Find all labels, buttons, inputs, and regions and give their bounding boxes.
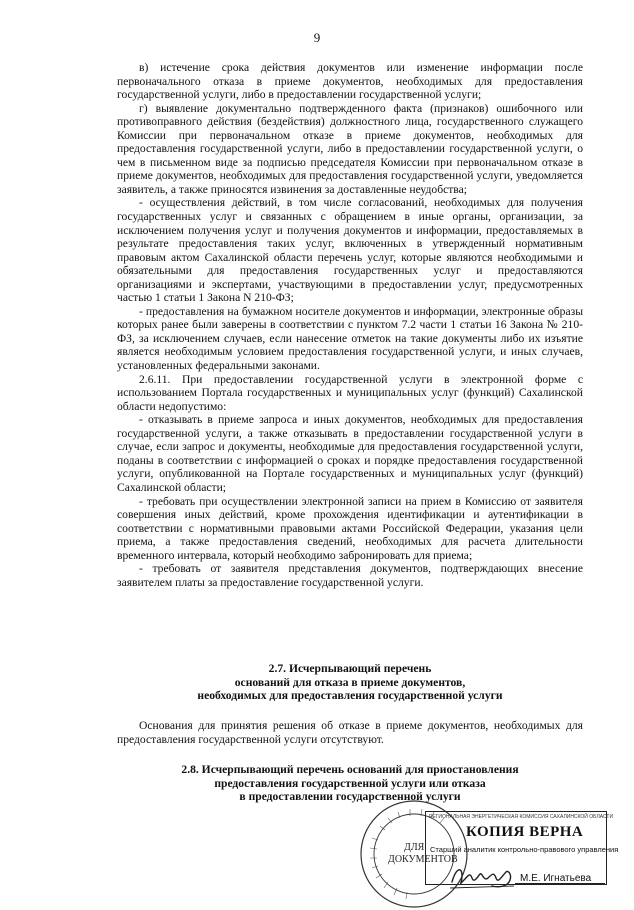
page-number: 9 — [313, 30, 321, 45]
seal-center-line1: ДЛЯ — [404, 842, 425, 853]
stamp-title: КОПИЯ ВЕРНА — [466, 824, 584, 840]
section-2-7-heading — [117, 662, 583, 703]
paragraph-actions: - осуществления действий, в том числе согласований, необходимых для получения государственных услуг и связанных с обращением в иные органы, организации, за исключением получения услуг и получения документов и информации, предоставляемых в результате предоставления таких услуг, включенных в утвержденный нормативным правовым актом Сахалинской области перечень услуг, которые являются необходимыми и обязательными для предоставления государственных услуг и предоставляются организациями и экспертами, участвующими в предоставлении услуг, предусмотренных частью 1 статьи 1 Закона N 210-ФЗ; — [117, 196, 583, 305]
section-2-7-text-block — [117, 719, 583, 746]
stamp-position: Старший аналитик контрольно-правового управления — [430, 845, 619, 854]
section-2-8-heading — [117, 763, 583, 804]
paragraph-2-6-11: 2.6.11. При предоставлении государственной услуги в электронной форме с использованием Портала государственных и муниципальных услуг (функций) Сахалинской области недопустимо: — [117, 372, 583, 413]
paragraph-g: г) выявление документально подтвержденного факта (признаков) ошибочного или противоправного действия (бездействия) должностного лица, государственного служащего Комиссии при первоначальном отказе в приеме документов, необходимых для предоставления государственной услуги, либо в предоставлении государственной услуги, о чем в письменном виде за подписью председателя Комиссии при первоначальном отказе в приеме документов, необходимых для предоставления государственной услуги, уведомляется заявитель, а также приносятся извинения за доставленные неудобства; — [117, 101, 583, 196]
stamp-name: М.Е. Игнатьева — [520, 873, 592, 884]
section-2-7-text: Основания для принятия решения об отказе в приеме документов, необходимых для предоставления государственной услуги отсутствуют. — [117, 719, 583, 746]
stamp-header: РЕГИОНАЛЬНАЯ ЭНЕРГЕТИЧЕСКАЯ КОМИССИЯ САХАЛИНСКОЙ ОБЛАСТИ — [429, 814, 614, 820]
paragraph-payment: - требовать от заявителя представления документов, подтверждающих внесение заявителем платы за предоставление государственной услуги. — [117, 562, 583, 589]
signature — [448, 858, 518, 892]
section-2-7-line1: 2.7. Исчерпывающий перечень — [268, 662, 432, 675]
paragraph-refuse: - отказывать в приеме запроса и иных документов, необходимых для предоставления государственной услуги, а также отказывать в предоставлении государственной услуги в случае, если запрос и документы, необходимые для предоставления государственной услуги, поданы в соответствии с информацией о сроках и порядке предоставления государственной услуги, опубликованной на Портале государственных и муниципальных услуг (функций) Сахалинской области; — [117, 413, 583, 494]
paragraph-electronic-record: - требовать при осуществлении электронной записи на прием в Комиссию от заявителя совершения иных действий, кроме прохождения идентификации и аутентификации в соответствии с нормативными правовыми актами Российской Федерации, указания цели приема, а также предоставления сведений, необходимых для расчета длительности временного интервала, который необходимо забронировать для приема; — [117, 494, 583, 562]
section-2-8-line1: 2.8. Исчерпывающий перечень оснований для приостановления — [181, 763, 519, 776]
paragraph-v: в) истечение срока действия документов или изменение информации после первоначального отказа в приеме документов, необходимых для предоставления государственной услуги, либо в предоставлении государственной услуги; — [117, 61, 583, 102]
paragraph-paper-docs: - предоставления на бумажном носителе документов и информации, электронные образы которых ранее были заверены в соответствии с пунктом 7.2 части 1 статьи 16 Закона № 210-ФЗ, за исключением случаев, если нанесение отметок на такие документы либо их изъятие является необходимым условием предоставления государственной услуги, и иных случаев, установленных федеральными законами. — [117, 304, 583, 373]
section-2-8-line2: предоставления государственной услуги или отказа — [214, 776, 486, 790]
seal-center-line2: ДОКУМЕНТОВ — [388, 854, 458, 865]
section-2-7-line3: необходимых для предоставления государственной услуги — [197, 689, 503, 703]
section-2-7-line2: оснований для отказа в приеме документов, — [234, 675, 466, 689]
body-text — [117, 61, 583, 589]
section-2-8-line3: в предоставлении государственной услуги — [239, 790, 461, 804]
